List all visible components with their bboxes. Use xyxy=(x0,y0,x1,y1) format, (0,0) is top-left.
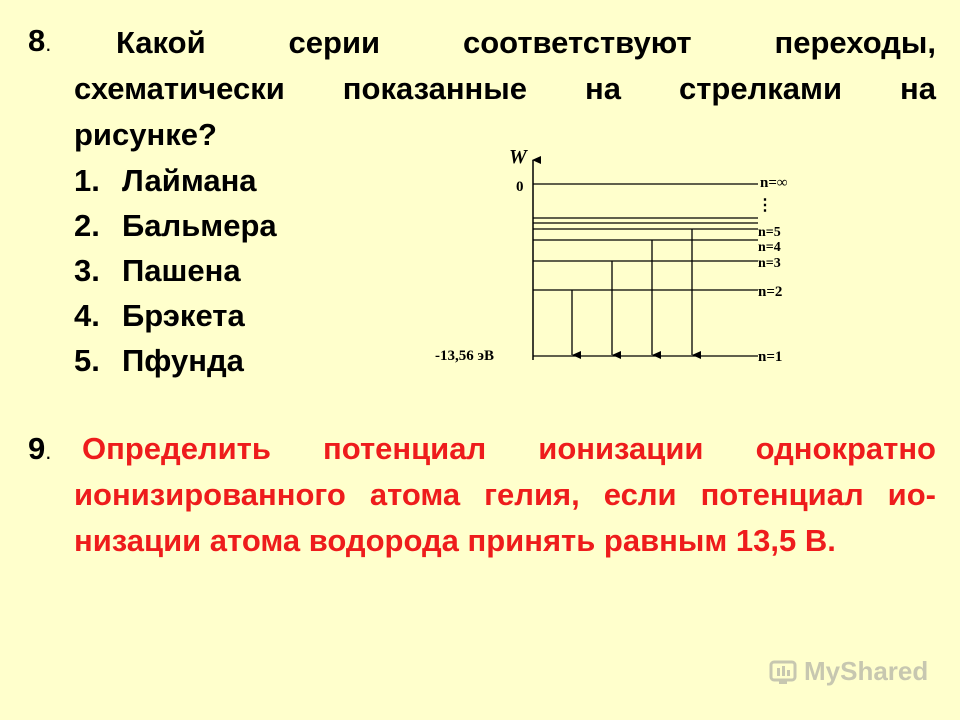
level-label-n1: n=1 xyxy=(758,349,783,365)
question-9-line-2: ионизированного атома гелия, если потенциал ио- xyxy=(74,477,936,512)
option-2: 2. Бальмера xyxy=(74,208,277,243)
ground-energy-label: -13,56 эВ xyxy=(435,348,494,364)
option-1: 1. Лаймана xyxy=(74,163,257,198)
option-3: 3. Пашена xyxy=(74,253,241,288)
level-label-infinity: n=∞ xyxy=(760,175,788,191)
level-label-n4: n=4 xyxy=(758,240,781,255)
option-5: 5. Пфунда xyxy=(74,343,244,378)
axis-label-w: W xyxy=(509,146,527,168)
myshared-watermark xyxy=(768,656,928,687)
question-8-number: 8. xyxy=(28,23,52,58)
level-label-n3: n=3 xyxy=(758,256,781,271)
question-9-number: 9. xyxy=(28,431,52,466)
level-label-n5: n=5 xyxy=(758,225,781,240)
level-dots: ⋮ xyxy=(757,197,773,214)
option-4: 4. Брэкета xyxy=(74,298,245,333)
myshared-logo-icon xyxy=(768,657,798,687)
question-8-line-1: Какой серии соответствуют переходы, xyxy=(116,25,936,60)
question-8-line-2: схематически показанные на стрелками на xyxy=(74,71,936,106)
question-9-line-3: низации атома водорода принять равным 13,5 В. xyxy=(74,523,836,558)
level-label-n2: n=2 xyxy=(758,284,783,300)
question-9-line-1: Определить потенциал ионизации однократно xyxy=(82,431,936,466)
zero-label: 0 xyxy=(516,179,524,195)
question-8-line-3: рисунке? xyxy=(74,117,217,152)
watermark-text: MyShared xyxy=(804,656,929,686)
